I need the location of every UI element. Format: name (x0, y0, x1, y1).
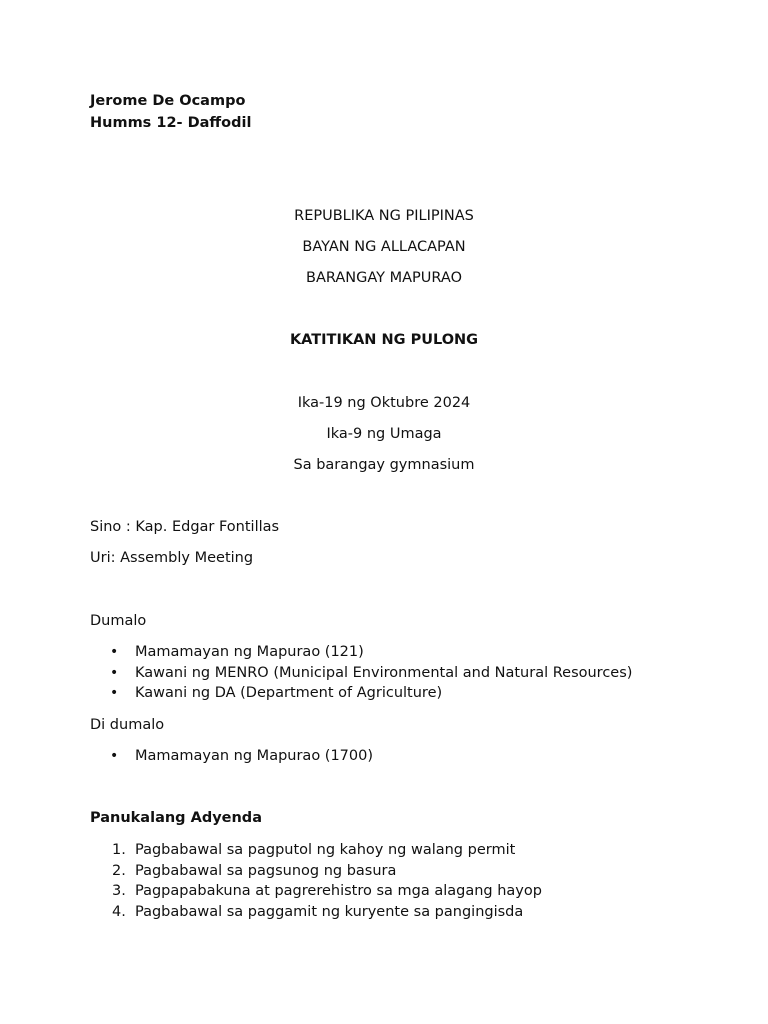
list-item-text: Kawani ng MENRO (Municipal Environmental and Natural Resources) (135, 664, 633, 681)
list-item-text: Mamamayan ng Mapurao (1700) (135, 748, 374, 764)
header-republic: REPUBLIKA NG PILIPINAS (294, 208, 474, 224)
bullet-marker: • (110, 748, 119, 764)
meeting-place: Sa barangay gymnasium (293, 457, 475, 473)
meeting-date: Ika-19 ng Oktubre 2024 (297, 395, 471, 411)
bullet-marker: • (110, 664, 119, 681)
list-item-text: Pagpapabakuna at pagrerehistro sa mga alagang hayop (135, 883, 542, 900)
item-number: 2. (112, 862, 126, 879)
list-item-text: Pagbabawal sa pagputol ng kahoy ng walang permit (135, 842, 516, 858)
author-section: Humms 12- Daffodil (90, 115, 252, 131)
header-barangay: BARANGAY MAPURAO (306, 270, 462, 286)
item-number: 4. (112, 904, 126, 921)
list-item-text: Kawani ng DA (Department of Agriculture) (135, 685, 443, 702)
agenda-label: Panukalang Adyenda (90, 810, 262, 826)
document-title: KATITIKAN NG PULONG (289, 332, 479, 348)
list-item-text: Pagbabawal sa paggamit ng kuryente sa pangingisda (135, 904, 524, 921)
presider-line: Sino : Kap. Edgar Fontillas (90, 519, 280, 535)
meeting-time: Ika-9 ng Umaga (326, 426, 442, 442)
header-town: BAYAN NG ALLACAPAN (302, 239, 466, 255)
bullet-marker: • (110, 644, 119, 660)
item-number: 1. (112, 842, 126, 858)
attended-label: Dumalo (90, 613, 147, 629)
list-item-text: Pagbabawal sa pagsunog ng basura (135, 862, 397, 879)
item-number: 3. (112, 883, 126, 900)
list-item-text: Mamamayan ng Mapurao (121) (135, 644, 364, 660)
bullet-marker: • (110, 685, 119, 702)
author-name: Jerome De Ocampo (90, 93, 246, 109)
meeting-type-line: Uri: Assembly Meeting (90, 550, 254, 566)
absent-label: Di dumalo (90, 717, 165, 733)
